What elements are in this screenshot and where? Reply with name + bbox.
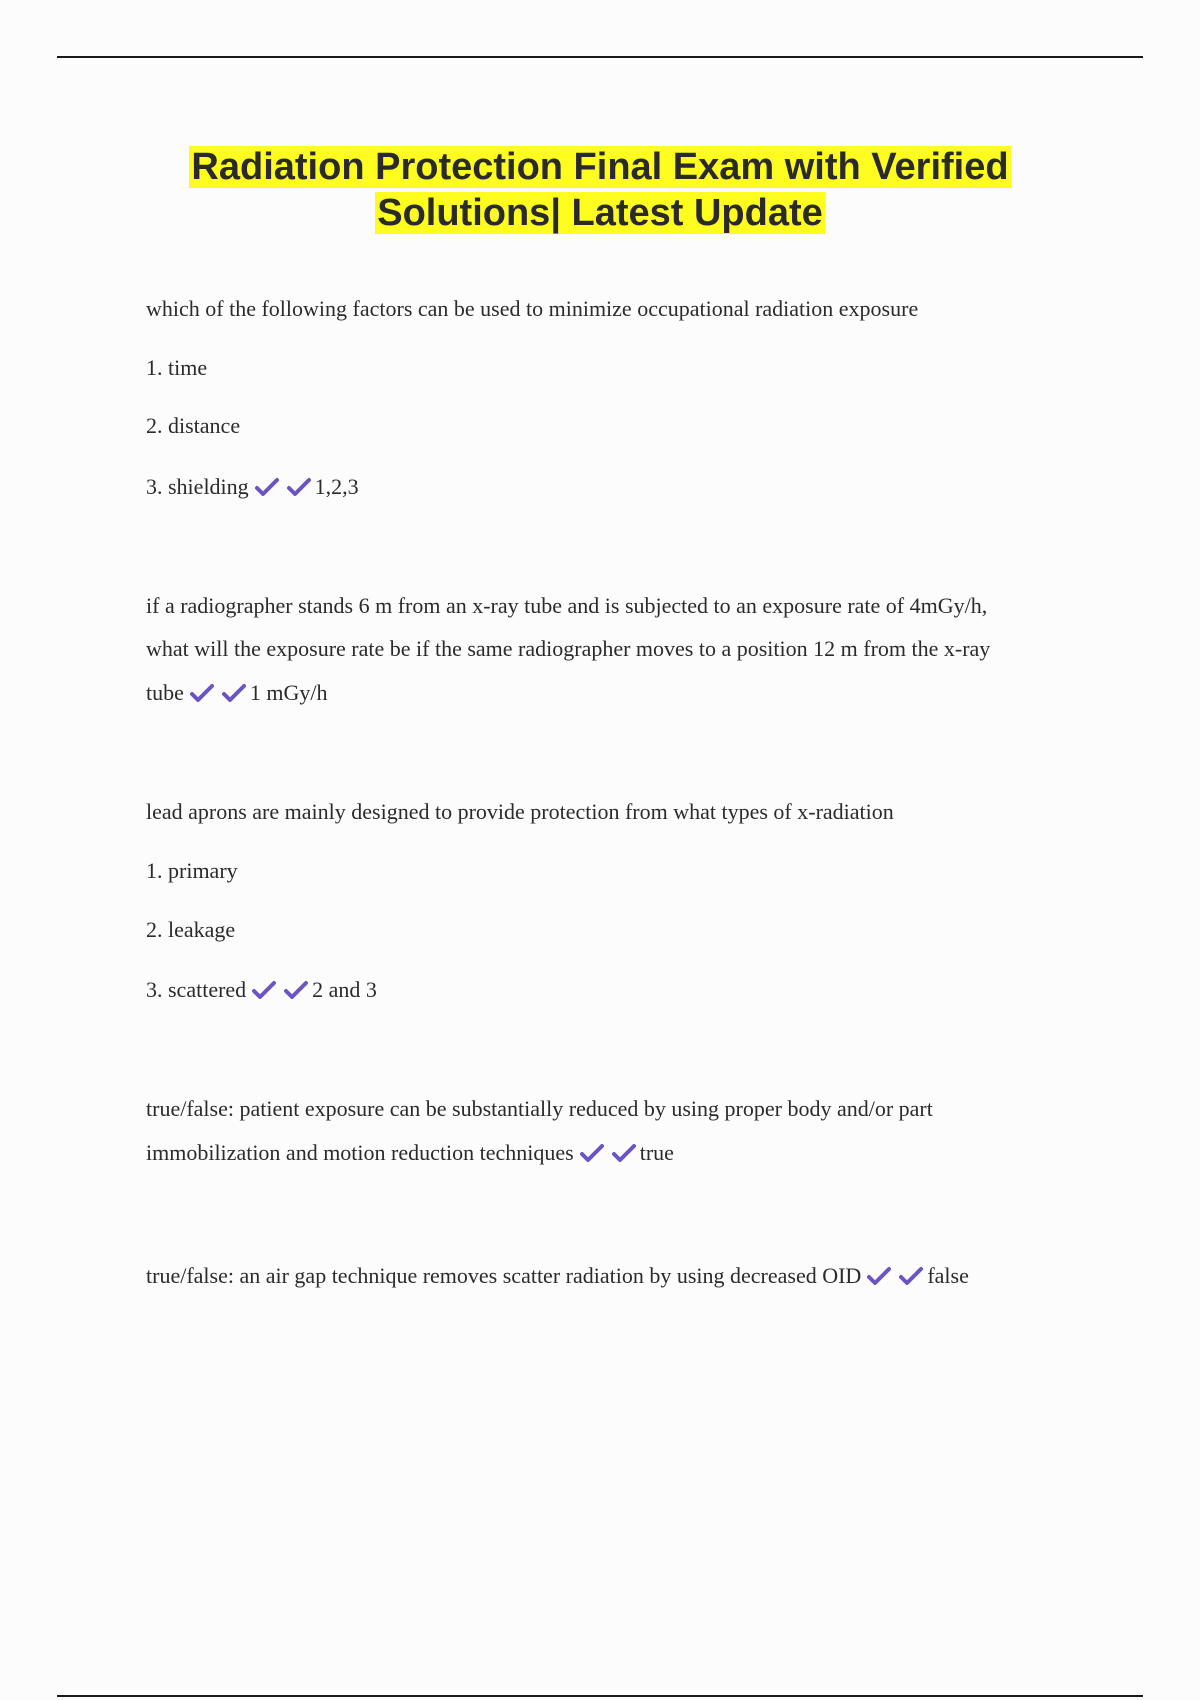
question-1-option-3: 3. shielding [146,474,249,499]
title-line-1: Radiation Protection Final Exam with Verified [191,146,1009,188]
question-1-option-3-with-answer [146,465,1086,509]
question-1-option-1: 1. time [146,355,208,380]
question-5-answer: false [927,1263,969,1288]
question-3-option-1: 1. primary [146,858,238,883]
question-2-answer: 1 mGy/h [249,680,328,705]
question-1-answer: 1,2,3 [314,474,359,499]
question-1-option-2: 2. distance [146,413,241,438]
document-title [0,144,1200,236]
check-icon [899,1266,923,1286]
question-3-text: lead aprons are mainly designed to provide protection from what types of x-radiation [146,799,894,824]
question-2-text-line-1: if a radiographer stands 6 m from an x-ray tube and is subjected to an exposure rate of 4mGy/h, [146,593,988,618]
check-icon [287,477,311,497]
question-5-text: true/false: an air gap technique removes scatter radiation by using decreased OID [146,1263,862,1288]
question-4-text-line-2-with-answer [146,1131,1086,1175]
check-icon [190,683,214,703]
question-3-option-3-with-answer [146,968,1086,1012]
check-icon [612,1143,636,1163]
question-4-answer: true [639,1140,674,1165]
question-3-option-3: 3. scattered [146,977,247,1002]
question-1-text: which of the following factors can be used to minimize occupational radiation exposure [146,296,919,321]
check-icon [284,980,308,1000]
check-icon [255,477,279,497]
check-icon [867,1266,891,1286]
top-divider [57,56,1143,58]
question-4-text-line-2: immobilization and motion reduction techniques [146,1140,574,1165]
question-2-text-line-2: what will the exposure rate be if the same radiographer moves to a position 12 m from the x-ray [146,636,991,661]
question-3-answer: 2 and 3 [312,977,377,1002]
question-4-text-line-1: true/false: patient exposure can be substantially reduced by using proper body and/or part [146,1096,933,1121]
bottom-divider [57,1695,1143,1697]
check-icon [580,1143,604,1163]
title-line-2: Solutions| Latest Update [377,192,823,234]
check-icon [222,683,246,703]
question-2-text-line-3-with-answer [146,671,1086,715]
question-3-option-2: 2. leakage [146,917,236,942]
check-icon [252,980,276,1000]
question-2-text-line-3: tube [146,680,184,705]
question-5-text-with-answer [146,1254,1086,1298]
